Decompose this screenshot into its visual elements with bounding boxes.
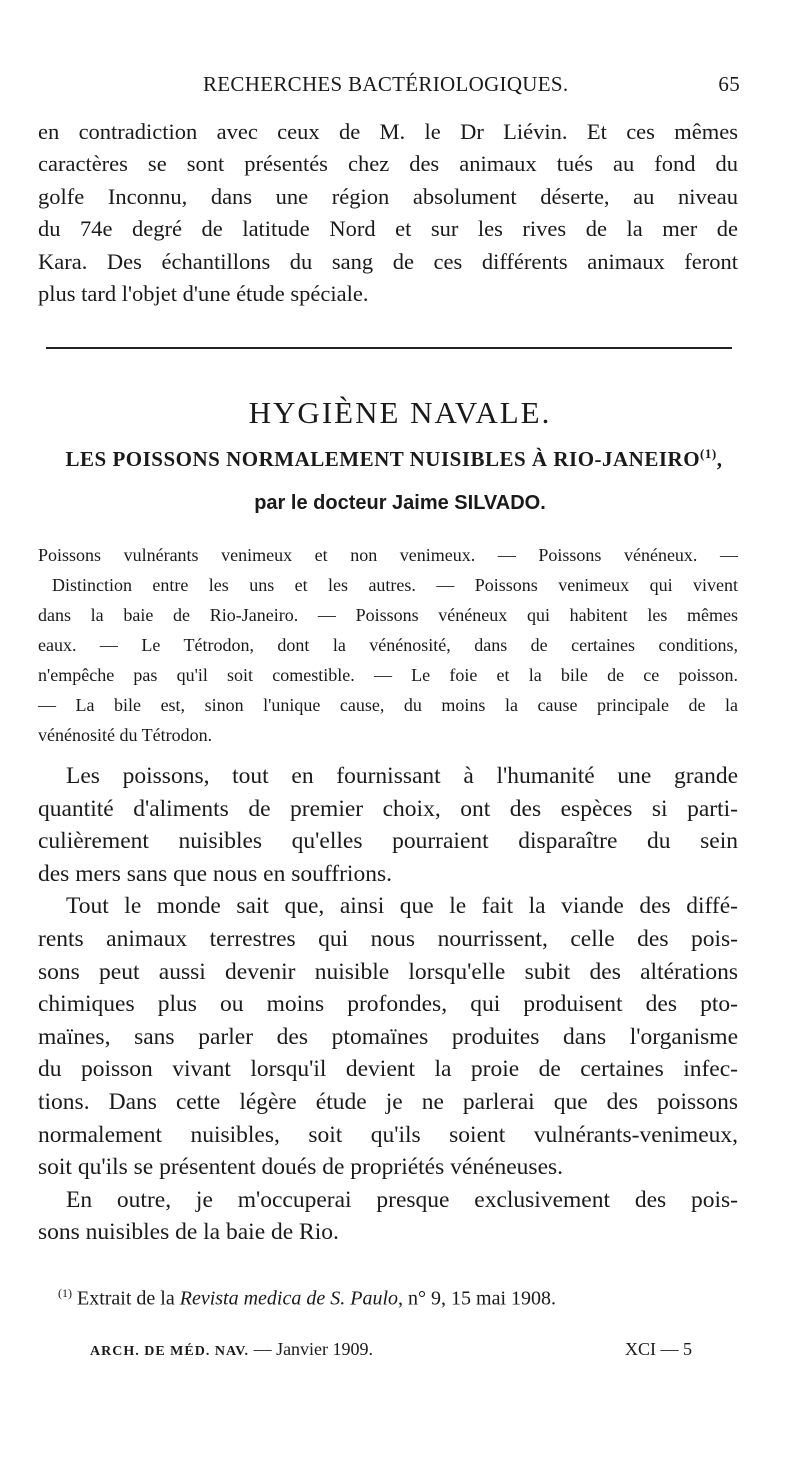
text-line: sons peut aussi devenir nuisible lorsqu'elle subit des altérations — [38, 958, 738, 985]
footer-volume: XCI — 5 — [625, 1339, 692, 1359]
text-line: en contradiction avec ceux de M. le Dr Liévin. Et ces mêmes — [38, 119, 738, 144]
text-line: golfe Inconnu, dans une région absolument déserte, au niveau — [38, 183, 738, 209]
summary-line: n'empêche pas qu'il soit comestible. — Le foie et la bile de ce poisson. — [38, 665, 738, 685]
summary-line: dans la baie de Rio-Janeiro. — Poissons vénéneux qui habitent les mêmes — [38, 605, 738, 625]
text-line: maïnes, sans parler des ptomaïnes produites dans l'organisme — [38, 1023, 738, 1050]
page-footer — [90, 1339, 692, 1367]
footnote-text-before: Extrait de la — [77, 1287, 180, 1310]
text-line: du 74e degré de latitude Nord et sur les rives de la mer de — [38, 216, 738, 242]
summary-line: vénénosité du Tétrodon. — [38, 725, 213, 745]
article-summary — [38, 540, 738, 750]
running-title: RECHERCHES BACTÉRIOLOGIQUES. — [203, 72, 569, 96]
article-title-text: LES POISSONS NORMALEMENT NUISIBLES À RIO-JANEIRO — [65, 447, 701, 471]
section-title: HYGIÈNE NAVALE. — [248, 395, 552, 430]
text-line: plus tard l'objet d'une étude spéciale. — [38, 281, 369, 307]
text-line: culièrement nuisibles qu'elles pourraient disparaître du sein — [38, 828, 738, 855]
text-line: quantité d'aliments de premier choix, ont des espèces si parti- — [38, 795, 738, 822]
footnote — [58, 1286, 556, 1311]
text-line: chimiques plus ou moins profondes, qui produisent des pto- — [38, 991, 738, 1018]
summary-line: Poissons vulnérants venimeux et non venimeux. — Poissons vénéneux. — — [38, 545, 738, 565]
text-line: Les poissons, tout en fournissant à l'humanité une grande — [66, 763, 738, 789]
footnote-text-after: , n° 9, 15 mai 1908. — [398, 1287, 557, 1310]
summary-line: eaux. — Le Tétrodon, dont la vénénosité, dans de certaines conditions, — [38, 635, 738, 655]
footer-journal: ARCH. DE MÉD. NAV. — [90, 1344, 250, 1359]
footnote-reference: (1) — [700, 446, 717, 461]
page-number: 65 — [718, 72, 740, 96]
body-text — [38, 760, 738, 1249]
text-line: des mers sans que nous en souffrions. — [38, 860, 392, 887]
article-title — [38, 446, 750, 472]
summary-line: Distinction entre les uns et les autres. — Poissons venimeux qui vivent — [52, 575, 738, 595]
footer-journal-date — [90, 1339, 373, 1360]
text-line: rents animaux terrestres qui nous nourrissent, celle des pois- — [38, 925, 738, 952]
text-line: du poisson vivant lorsqu'il devient la proie de certaines infec- — [38, 1056, 738, 1083]
page-header — [38, 72, 740, 102]
section-divider — [46, 347, 732, 349]
footnote-marker: (1) — [58, 1286, 72, 1300]
footer-date: — Janvier 1909. — [253, 1339, 374, 1359]
author-line: par le docteur Jaime SILVADO. — [254, 492, 546, 514]
text-line: En outre, je m'occuperai presque exclusivement des pois- — [66, 1186, 738, 1213]
text-line: soit qu'ils se présentent doués de propriétés vénéneuses. — [38, 1154, 564, 1181]
article-title-punct: , — [716, 447, 723, 471]
footnote-journal: Revista medica de S. Paulo — [179, 1287, 399, 1310]
intro-paragraph — [38, 116, 738, 310]
text-line: sons nuisibles de la baie de Rio. — [38, 1219, 339, 1246]
text-line: tions. Dans cette légère étude je ne parlerai que des poissons — [38, 1088, 738, 1115]
text-line: Kara. Des échantillons du sang de ces différents animaux feront — [38, 248, 738, 274]
text-line: Tout le monde sait que, ainsi que le fait la viande des diffé- — [66, 893, 738, 920]
summary-line: — La bile est, sinon l'unique cause, du moins la cause principale de la — [38, 695, 738, 715]
text-line: caractères se sont présentés chez des animaux tués au fond du — [38, 151, 738, 177]
text-line: normalement nuisibles, soit qu'ils soient vulnérants-venimeux, — [38, 1121, 738, 1148]
